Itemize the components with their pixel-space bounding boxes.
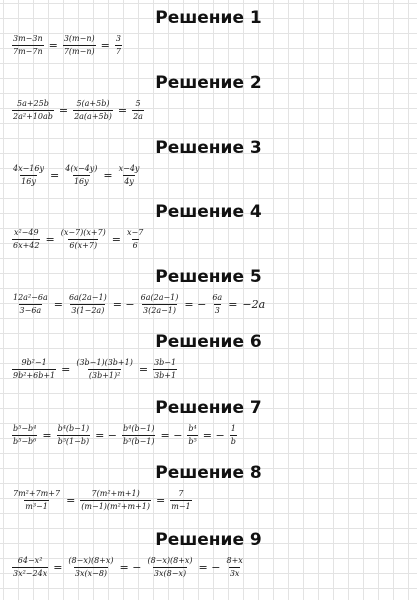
denominator: 16y (21, 176, 36, 186)
fraction (12, 34, 44, 56)
solution-title: Решение 6 (155, 332, 262, 352)
numerator: 6a (212, 293, 223, 302)
denominator: 3x²−24x (13, 568, 48, 578)
denominator: 3(2a−1) (143, 305, 177, 315)
numerator: 7 (178, 489, 184, 498)
fraction (63, 34, 96, 56)
numerator: 5a+25b (16, 99, 49, 108)
operator: = (117, 103, 128, 117)
operator: = − (202, 428, 225, 442)
fraction (67, 556, 114, 578)
numerator: 3 (115, 34, 121, 43)
denominator: b⁵(b−1) (123, 436, 155, 446)
numerator: 1 (230, 424, 236, 433)
denominator: 7(m−n) (63, 46, 95, 56)
fraction (132, 99, 144, 121)
denominator: b⁵ (188, 436, 197, 446)
solution-3 (0, 138, 417, 186)
numerator: 6a(2a−1) (68, 293, 107, 302)
operator: = − (160, 428, 183, 442)
fraction (12, 164, 45, 186)
denominator: (m−1)(m²+m+1) (81, 501, 151, 511)
numerator: x²−49 (13, 228, 39, 237)
fraction (12, 99, 54, 121)
denominator: b (230, 436, 236, 446)
equation (12, 556, 244, 578)
operator: = − (119, 560, 142, 574)
solution-7 (0, 398, 417, 446)
solution-title: Решение 7 (155, 398, 262, 418)
fraction (170, 489, 191, 511)
denominator: b⁵(1−b) (57, 436, 90, 446)
fraction (115, 34, 122, 56)
denominator: 3−6a (19, 305, 42, 315)
numerator: b⁴(b−1) (57, 424, 90, 433)
numerator: b⁵−b⁴ (13, 424, 37, 433)
equation (12, 424, 237, 446)
numerator: 8+x (226, 556, 243, 565)
fraction (68, 293, 108, 315)
numerator: b⁴(b−1) (123, 424, 155, 433)
denominator: 16y (73, 176, 89, 186)
denominator: 3(1−2a) (71, 305, 105, 315)
equation (12, 228, 144, 250)
solution-5 (0, 267, 417, 315)
fraction (12, 358, 56, 380)
numerator: x−4y (118, 164, 140, 173)
operator: = (53, 560, 63, 574)
operator: = (48, 38, 58, 52)
equation (12, 358, 177, 380)
fraction (12, 489, 61, 511)
fraction (126, 228, 144, 250)
solution-2 (0, 73, 417, 121)
operator: = (53, 297, 63, 311)
operator: = − (95, 428, 117, 442)
solution-title: Решение 4 (155, 202, 262, 222)
fraction (57, 424, 90, 446)
denominator: 3x(x−8) (74, 568, 108, 578)
denominator: 2a (133, 111, 143, 121)
numerator: b⁴ (188, 424, 197, 433)
fraction (230, 424, 237, 446)
denominator: 3x(8−x) (153, 568, 187, 578)
solution-title: Решение 5 (155, 267, 262, 287)
denominator: b⁵−b⁶ (13, 436, 37, 446)
fraction (64, 164, 98, 186)
denominator: 7m−7n (13, 46, 43, 56)
solution-6 (0, 332, 417, 380)
solution-title: Решение 1 (155, 8, 262, 28)
operator: = (50, 168, 60, 182)
fraction (12, 293, 49, 315)
solution-title: Решение 9 (155, 530, 262, 550)
numerator: 12a²−6a (13, 293, 48, 302)
fraction (140, 293, 180, 315)
denominator: 3b+1 (154, 370, 177, 380)
fraction (12, 228, 40, 250)
denominator: 9b²+6b+1 (13, 370, 56, 380)
numerator: (8−x)(8+x) (68, 556, 114, 565)
fraction (146, 556, 193, 578)
fraction (153, 358, 177, 380)
fraction (12, 424, 37, 446)
numerator: 9b²−1 (21, 358, 47, 367)
numerator: 5 (135, 99, 141, 108)
denominator: 7 (115, 46, 121, 56)
solution-title: Решение 8 (155, 463, 262, 483)
numerator: 3m−3n (13, 34, 43, 43)
operator: = (66, 493, 76, 507)
numerator: 6a(2a−1) (140, 293, 179, 302)
solution-8 (0, 463, 417, 511)
denominator: 3x (229, 568, 240, 578)
solution-4 (0, 202, 417, 250)
equation (12, 34, 122, 56)
equation (12, 489, 192, 511)
equation (12, 99, 144, 121)
denominator: m³−1 (25, 501, 48, 511)
operator: = − (112, 297, 135, 311)
numerator: 4(x−4y) (65, 164, 98, 173)
equation (12, 164, 140, 186)
fraction (73, 99, 113, 121)
equation (12, 293, 265, 315)
operator: = (61, 362, 71, 376)
numerator: (3b−1)(3b+1) (76, 358, 133, 367)
operator: = (58, 103, 69, 117)
solution-title: Решение 2 (155, 73, 262, 93)
operator: = (111, 232, 122, 246)
fraction (187, 424, 197, 446)
denominator: 3 (214, 305, 220, 315)
denominator: 6x+42 (13, 240, 40, 250)
operator: = (138, 362, 149, 376)
numerator: 3(m−n) (63, 34, 95, 43)
operator: = (103, 168, 113, 182)
denominator: m−1 (171, 501, 191, 511)
denominator: 2a(a+5b) (74, 111, 112, 121)
fraction (60, 228, 107, 250)
denominator: 6 (132, 240, 138, 250)
numerator: 7(m²+m+1) (91, 489, 140, 498)
solution-9 (0, 530, 417, 578)
numerator: 4x−16y (13, 164, 45, 173)
solution-title: Решение 3 (155, 138, 262, 158)
operator: = − (184, 297, 207, 311)
fraction (75, 358, 134, 380)
denominator: 2a²+10ab (13, 111, 53, 121)
numerator: 7m²+7m+7 (13, 489, 61, 498)
operator: = (100, 38, 110, 52)
operator: = (228, 297, 238, 311)
solution-1 (0, 8, 417, 56)
fraction (122, 424, 155, 446)
fraction (211, 293, 223, 315)
denominator: (3b+1)² (88, 370, 121, 380)
denominator: 6(x+7) (69, 240, 98, 250)
numerator: 5(a+5b) (76, 99, 110, 108)
fraction (12, 556, 48, 578)
operator: = − (198, 560, 221, 574)
numerator: 3b−1 (154, 358, 177, 367)
operator: = (156, 493, 166, 507)
operator: = (45, 232, 55, 246)
denominator: 4y (124, 176, 134, 186)
fraction (80, 489, 151, 511)
numerator: (x−7)(x+7) (60, 228, 106, 237)
numerator: 64−x² (17, 556, 43, 565)
result-expression: −2a (242, 297, 266, 311)
fraction (118, 164, 141, 186)
fraction (225, 556, 243, 578)
numerator: (8−x)(8+x) (147, 556, 193, 565)
numerator: x−7 (127, 228, 144, 237)
operator: = (42, 428, 52, 442)
